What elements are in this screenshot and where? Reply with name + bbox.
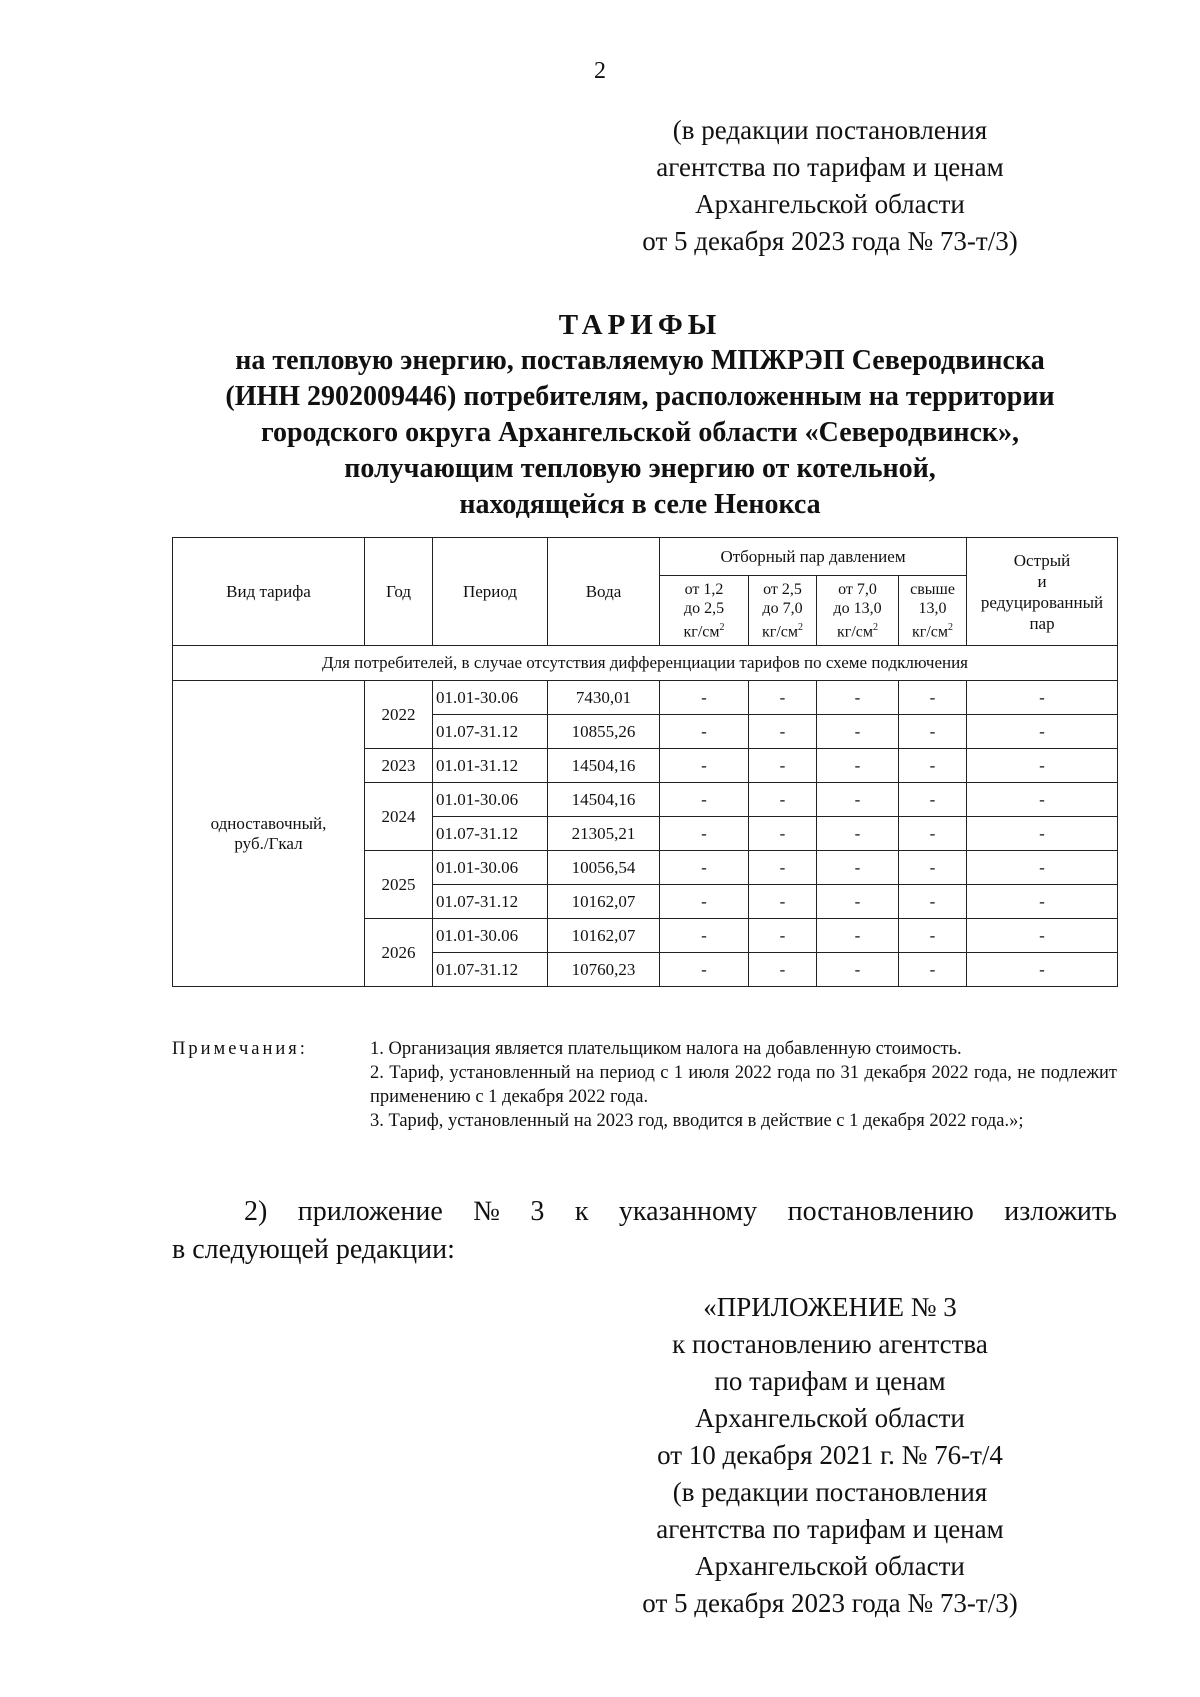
steam-cell: - <box>749 681 817 715</box>
paragraph-line-1 <box>172 1193 1117 1231</box>
steam-cell: - <box>660 783 749 817</box>
period-cell: 01.07-31.12 <box>433 885 548 919</box>
header-steam-unit: кг/см <box>683 623 720 641</box>
note-item: 2. Тариф, установленный на период с 1 июля 2022 года по 31 декабря 2022 года, не подлежит применению с 1 декабря 2022 года. <box>370 1063 1117 1107</box>
steam-cell: - <box>660 715 749 749</box>
header-steam-l2: 13,0 <box>918 599 947 617</box>
sharp-cell: - <box>967 885 1118 919</box>
tariff-name-l1: одноставочный, <box>210 813 327 833</box>
appendix-line: (в редакции постановления <box>672 1477 988 1507</box>
note-item: 1. Организация является плательщиком налога на добавленную стоимость. <box>370 1039 962 1059</box>
title-line: находящейся в селе Ненокса <box>459 489 821 520</box>
paragraph-word: постановлению <box>787 1196 974 1227</box>
paragraph-line-2: в следующей редакции: <box>172 1234 455 1265</box>
steam-cell: - <box>749 817 817 851</box>
appendix-line: «ПРИЛОЖЕНИЕ № 3 <box>703 1292 957 1322</box>
steam-cell: - <box>749 749 817 783</box>
water-cell: 14504,16 <box>548 783 660 817</box>
amendment-line: от 5 декабря 2023 года № 73-т/3) <box>642 226 1018 256</box>
amendment-reference-top <box>600 112 1060 260</box>
steam-cell: - <box>817 919 899 953</box>
sharp-cell: - <box>967 851 1118 885</box>
steam-cell: - <box>749 783 817 817</box>
amendment-line: Архангельской области <box>695 189 965 219</box>
title-line: городского округа Архангельской области «Северодвинск», <box>260 417 1020 448</box>
header-year: Год <box>365 538 433 646</box>
appendix-header-bottom <box>600 1289 1060 1622</box>
period-cell: 01.01-30.06 <box>433 681 548 715</box>
tariff-table <box>172 537 1118 987</box>
steam-cell: - <box>749 851 817 885</box>
sharp-cell: - <box>967 783 1118 817</box>
steam-cell: - <box>817 953 899 987</box>
paragraph-word: указанному <box>618 1196 758 1227</box>
steam-cell: - <box>749 919 817 953</box>
water-cell: 21305,21 <box>548 817 660 851</box>
steam-cell: - <box>899 749 967 783</box>
notes-items <box>370 1037 1117 1133</box>
header-sharp-l2: и <box>1037 571 1047 591</box>
paragraph-word: приложение <box>297 1196 443 1227</box>
header-tariff-type: Вид тарифа <box>173 538 365 646</box>
sharp-cell: - <box>967 817 1118 851</box>
water-cell: 10855,26 <box>548 715 660 749</box>
header-sharp-l3: редуцированный <box>980 592 1104 612</box>
steam-cell: - <box>817 681 899 715</box>
header-steam-l1: от 2,5 <box>763 580 802 598</box>
steam-cell: - <box>749 715 817 749</box>
period-cell: 01.01-30.06 <box>433 783 548 817</box>
sharp-cell: - <box>967 953 1118 987</box>
steam-cell: - <box>817 851 899 885</box>
header-steam-unit: кг/см <box>761 623 798 641</box>
amendment-line: агентства по тарифам и ценам <box>656 152 1004 182</box>
steam-cell: - <box>660 851 749 885</box>
header-sharp-l4: пар <box>1029 613 1055 633</box>
steam-cell: - <box>899 851 967 885</box>
year-cell: 2023 <box>365 749 433 783</box>
period-cell: 01.01-30.06 <box>433 919 548 953</box>
header-steam-col-3 <box>817 576 899 646</box>
paragraph-word: к <box>574 1196 589 1227</box>
steam-cell: - <box>899 919 967 953</box>
header-steam-l1: от 7,0 <box>838 580 877 598</box>
steam-cell: - <box>899 783 967 817</box>
water-cell: 10760,23 <box>548 953 660 987</box>
appendix-line: к постановлению агентства <box>672 1329 988 1359</box>
header-steam-group: Отборный пар давлением <box>660 538 967 576</box>
section-row: Для потребителей, в случае отсутствия дифференциации тарифов по схеме подключения <box>173 646 1118 681</box>
year-cell: 2026 <box>365 919 433 987</box>
water-cell: 10056,54 <box>548 851 660 885</box>
steam-cell: - <box>817 749 899 783</box>
document-title <box>150 307 1130 523</box>
water-cell: 10162,07 <box>548 919 660 953</box>
steam-cell: - <box>899 885 967 919</box>
period-cell: 01.07-31.12 <box>433 817 548 851</box>
period-cell: 01.01-31.12 <box>433 749 548 783</box>
header-sharp-steam <box>967 538 1118 646</box>
steam-cell: - <box>817 715 899 749</box>
header-steam-sup: 2 <box>798 621 803 633</box>
appendix-line: от 5 декабря 2023 года № 73-т/3) <box>642 1588 1018 1618</box>
steam-cell: - <box>899 817 967 851</box>
paragraph-word: № <box>473 1196 500 1227</box>
notes-label: Примечания: <box>172 1039 308 1059</box>
year-cell: 2024 <box>365 783 433 851</box>
header-steam-l2: до 2,5 <box>683 599 725 617</box>
title-main: ТАРИФЫ <box>558 309 722 341</box>
sharp-cell: - <box>967 681 1118 715</box>
appendix-line: Архангельской области <box>695 1551 965 1581</box>
paragraph-word: 2) <box>244 1196 268 1227</box>
amendment-line: (в редакции постановления <box>672 115 988 145</box>
title-line: на тепловую энергию, поставляемую МПЖРЭП Северодвинска <box>235 345 1045 376</box>
header-steam-sup: 2 <box>948 621 954 633</box>
title-line: (ИНН 2902009446) потребителям, расположенным на территории <box>225 381 1055 412</box>
year-cell: 2022 <box>365 681 433 749</box>
header-steam-unit: кг/см <box>912 623 949 641</box>
header-steam-sup: 2 <box>719 621 725 633</box>
paragraph-word: изложить <box>1004 1196 1117 1227</box>
steam-cell: - <box>660 817 749 851</box>
steam-cell: - <box>660 749 749 783</box>
header-steam-col-2 <box>749 576 817 646</box>
header-steam-col-4 <box>899 576 967 646</box>
paragraph-word: 3 <box>530 1196 545 1227</box>
steam-cell: - <box>660 919 749 953</box>
steam-cell: - <box>899 681 967 715</box>
body-paragraph <box>172 1193 1117 1269</box>
steam-cell: - <box>899 715 967 749</box>
sharp-cell: - <box>967 749 1118 783</box>
water-cell: 7430,01 <box>548 681 660 715</box>
note-item: 3. Тариф, установленный на 2023 год, вводится в действие с 1 декабря 2022 года.»; <box>370 1111 1024 1131</box>
header-steam-l2: до 7,0 <box>762 599 803 617</box>
header-steam-l1: от 1,2 <box>684 580 724 598</box>
appendix-line: Архангельской области <box>695 1403 965 1433</box>
page-number: 2 <box>594 58 606 84</box>
header-steam-l2: до 13,0 <box>833 599 882 617</box>
header-water: Вода <box>548 538 660 646</box>
steam-cell: - <box>817 885 899 919</box>
sharp-cell: - <box>967 715 1118 749</box>
header-steam-l1: свыше <box>910 580 955 598</box>
title-line: получающим тепловую энергию от котельной, <box>344 453 936 484</box>
appendix-line: агентства по тарифам и ценам <box>656 1514 1004 1544</box>
water-cell: 14504,16 <box>548 749 660 783</box>
steam-cell: - <box>899 953 967 987</box>
period-cell: 01.07-31.12 <box>433 715 548 749</box>
period-cell: 01.01-30.06 <box>433 851 548 885</box>
header-steam-col-1 <box>660 576 749 646</box>
appendix-line: от 10 декабря 2021 г. № 76-т/4 <box>657 1440 1003 1470</box>
header-steam-sup: 2 <box>873 621 878 633</box>
tariff-name-cell <box>173 681 365 987</box>
year-cell: 2025 <box>365 851 433 919</box>
appendix-line: по тарифам и ценам <box>714 1366 946 1396</box>
steam-cell: - <box>749 953 817 987</box>
water-cell: 10162,07 <box>548 885 660 919</box>
period-cell: 01.07-31.12 <box>433 953 548 987</box>
steam-cell: - <box>817 783 899 817</box>
header-steam-unit: кг/см <box>836 623 873 641</box>
steam-cell: - <box>660 885 749 919</box>
header-period: Период <box>433 538 548 646</box>
table-row <box>173 681 1118 715</box>
steam-cell: - <box>660 953 749 987</box>
steam-cell: - <box>749 885 817 919</box>
tariff-name-l2: руб./Гкал <box>234 833 303 853</box>
header-sharp-l1: Острый <box>1013 550 1071 570</box>
steam-cell: - <box>817 817 899 851</box>
steam-cell: - <box>660 681 749 715</box>
sharp-cell: - <box>967 919 1118 953</box>
